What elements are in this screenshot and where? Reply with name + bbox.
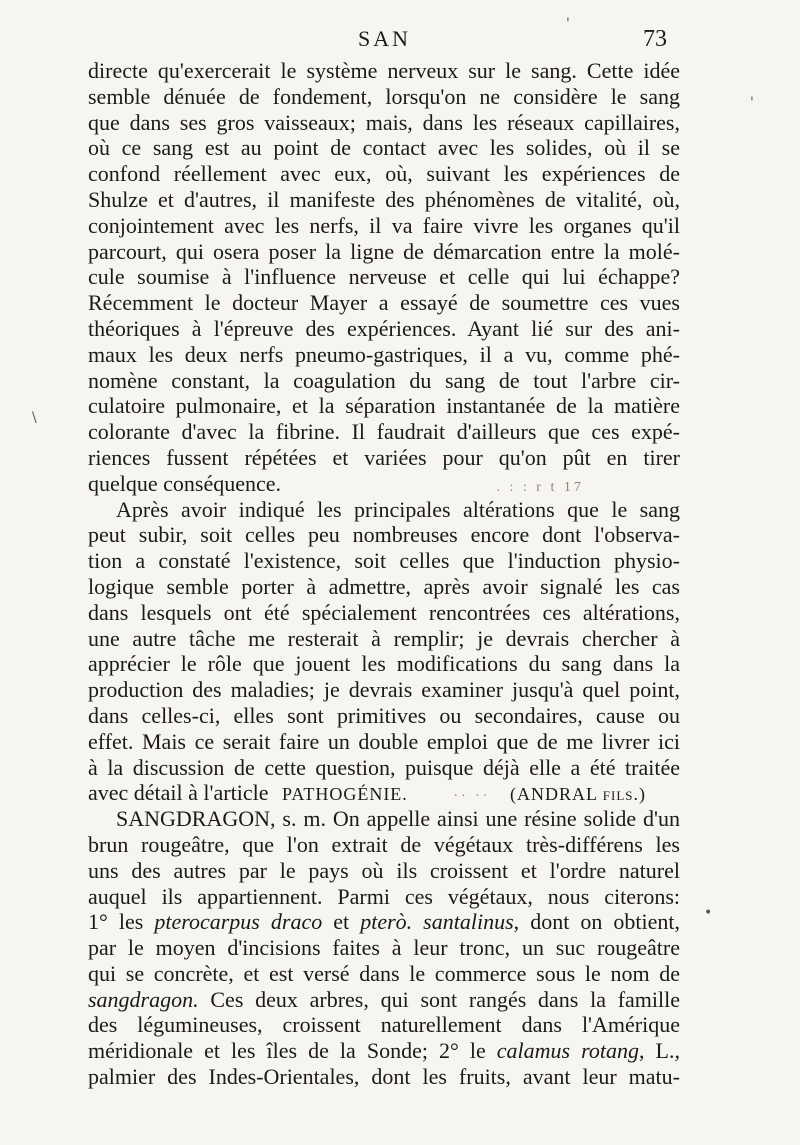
page-number: 73 bbox=[643, 26, 667, 52]
text-line: dans celles-ci, elles sont primitives ou secondaires, cause ou bbox=[88, 702, 680, 728]
latin-name: pterocarpus draco bbox=[154, 909, 323, 935]
text-line: conjointement avec les nerfs, il va faire vivre les organes qu'il bbox=[88, 212, 680, 238]
text-line: par le moyen d'incisions faites à leur tronc, un suc rougeâtre bbox=[88, 935, 680, 961]
text-line: effet. Mais ce serait faire un double emploi que de me livrer ici bbox=[88, 728, 680, 754]
print-speck: \ bbox=[32, 410, 37, 426]
text-line: semble dénuée de fondement, lorsqu'on ne considère le sang bbox=[88, 83, 680, 109]
author-signature: (ANDRAL fils.) bbox=[509, 784, 647, 805]
text-line bbox=[88, 780, 680, 806]
text-fragment: , dont on obtient, bbox=[513, 909, 681, 935]
text-line: que dans ses gros vaisseaux; mais, dans les réseaux capillaires, bbox=[88, 109, 680, 135]
text-line: production des maladies; je devrais examiner jusqu'à quel point, bbox=[88, 677, 680, 703]
body-text bbox=[88, 58, 680, 1090]
text-line: peut subir, soit celles peu nombreuses encore dont l'observa- bbox=[88, 522, 680, 548]
text-line: dans lesquels ont été spécialement rencontrées ces altérations, bbox=[88, 599, 680, 625]
latin-name: pterò. santalinus bbox=[360, 909, 514, 935]
text-line: riences fussent répétées et variées pour qu'on pût en tirer bbox=[88, 444, 680, 470]
text-line: à la discussion de cette question, puisque déjà elle a été traitée bbox=[88, 754, 680, 780]
text-line: apprécier le rôle que jouent les modifications du sang dans la bbox=[88, 651, 680, 677]
print-noise: ·· ·· bbox=[453, 789, 491, 805]
text-line: où ce sang est au point de contact avec les solides, où il se bbox=[88, 135, 680, 161]
text-line: logique semble porter à admettre, après avoir signalé les cas bbox=[88, 573, 680, 599]
text-fragment: quelque conséquence. bbox=[88, 470, 282, 496]
italic-term: sangdragon. bbox=[88, 986, 199, 1012]
text-line: théoriques à l'épreuve des expériences. Ayant lié sur des ani- bbox=[88, 315, 680, 341]
text-line: directe qu'exercerait le système nerveux sur le sang. Cette idée bbox=[88, 58, 680, 83]
running-header bbox=[0, 26, 800, 56]
text-fragment: , L., bbox=[639, 1038, 680, 1064]
text-line: Shulze et d'autres, il manifeste des phénomènes de vitalité, où, bbox=[88, 186, 680, 212]
text-line: tion a constaté l'existence, soit celles que l'induction physio- bbox=[88, 548, 680, 574]
print-speck: • bbox=[704, 905, 713, 921]
print-speck: ' bbox=[750, 95, 754, 111]
text-fragment: et bbox=[333, 909, 350, 935]
text-line: qui se concrète, et est versé dans le commerce sous le nom de bbox=[88, 960, 680, 986]
text-line: cule soumise à l'influence nerveuse et celle qui lui échappe? bbox=[88, 264, 680, 290]
text-line: une autre tâche me resterait à remplir; je devrais chercher à bbox=[88, 625, 680, 651]
paragraph-start: Après avoir indiqué les principales altérations que le sang bbox=[116, 496, 680, 522]
text-line: Récemment le docteur Mayer a essayé de soumettre ces vues bbox=[88, 290, 680, 316]
text-line: colorante d'avec la fibrine. Il faudrait d'ailleurs que ces expé- bbox=[88, 419, 680, 445]
text-line: palmier des Indes-Orientales, dont les fruits, avant leur matu- bbox=[88, 1064, 680, 1090]
text-line bbox=[88, 909, 680, 935]
article-reference: PATHOGÉNIE. bbox=[281, 784, 408, 805]
text-line: culatoire pulmonaire, et la séparation instantanée de la matière bbox=[88, 393, 680, 419]
header-title: SAN bbox=[358, 26, 412, 51]
latin-name: calamus rotang bbox=[496, 1038, 639, 1064]
text-line bbox=[88, 987, 680, 1013]
text-fragment: avec détail à l'article bbox=[88, 780, 269, 806]
text-fragment: 1° les bbox=[88, 909, 144, 935]
text-line: auquel ils appartiennent. Parmi ces végétaux, nous citerons: bbox=[88, 883, 680, 909]
text-line: brun rougeâtre, que l'on extrait de végétaux très-différens les bbox=[88, 831, 680, 857]
text-line: maux les deux nerfs pneumo-gastriques, il a vu, comme phé- bbox=[88, 341, 680, 367]
text-fragment: Ces deux arbres, qui sont rangés dans la famille bbox=[210, 986, 681, 1012]
text-fragment: méridionale et les îles de la Sonde; 2° le bbox=[88, 1038, 486, 1064]
entry-headword-line: SANGDRAGON, s. m. On appelle ainsi une résine solide d'un bbox=[116, 806, 680, 832]
text-line: des légumineuses, croissent naturellement dans l'Amérique bbox=[88, 1012, 680, 1038]
text-line bbox=[88, 471, 680, 497]
text-line: nomène constant, la coagulation du sang de tout l'arbre cir- bbox=[88, 367, 680, 393]
print-noise: . : : r t 17 bbox=[496, 479, 584, 495]
text-line: uns des autres par le pays où ils croissent et l'ordre naturel bbox=[88, 857, 680, 883]
print-speck: ' bbox=[566, 16, 570, 32]
text-line: parcourt, qui osera poser la ligne de démarcation entre la molé- bbox=[88, 238, 680, 264]
text-line: confond réellement avec eux, où, suivant les expériences de bbox=[88, 161, 680, 187]
text-line bbox=[88, 1038, 680, 1064]
